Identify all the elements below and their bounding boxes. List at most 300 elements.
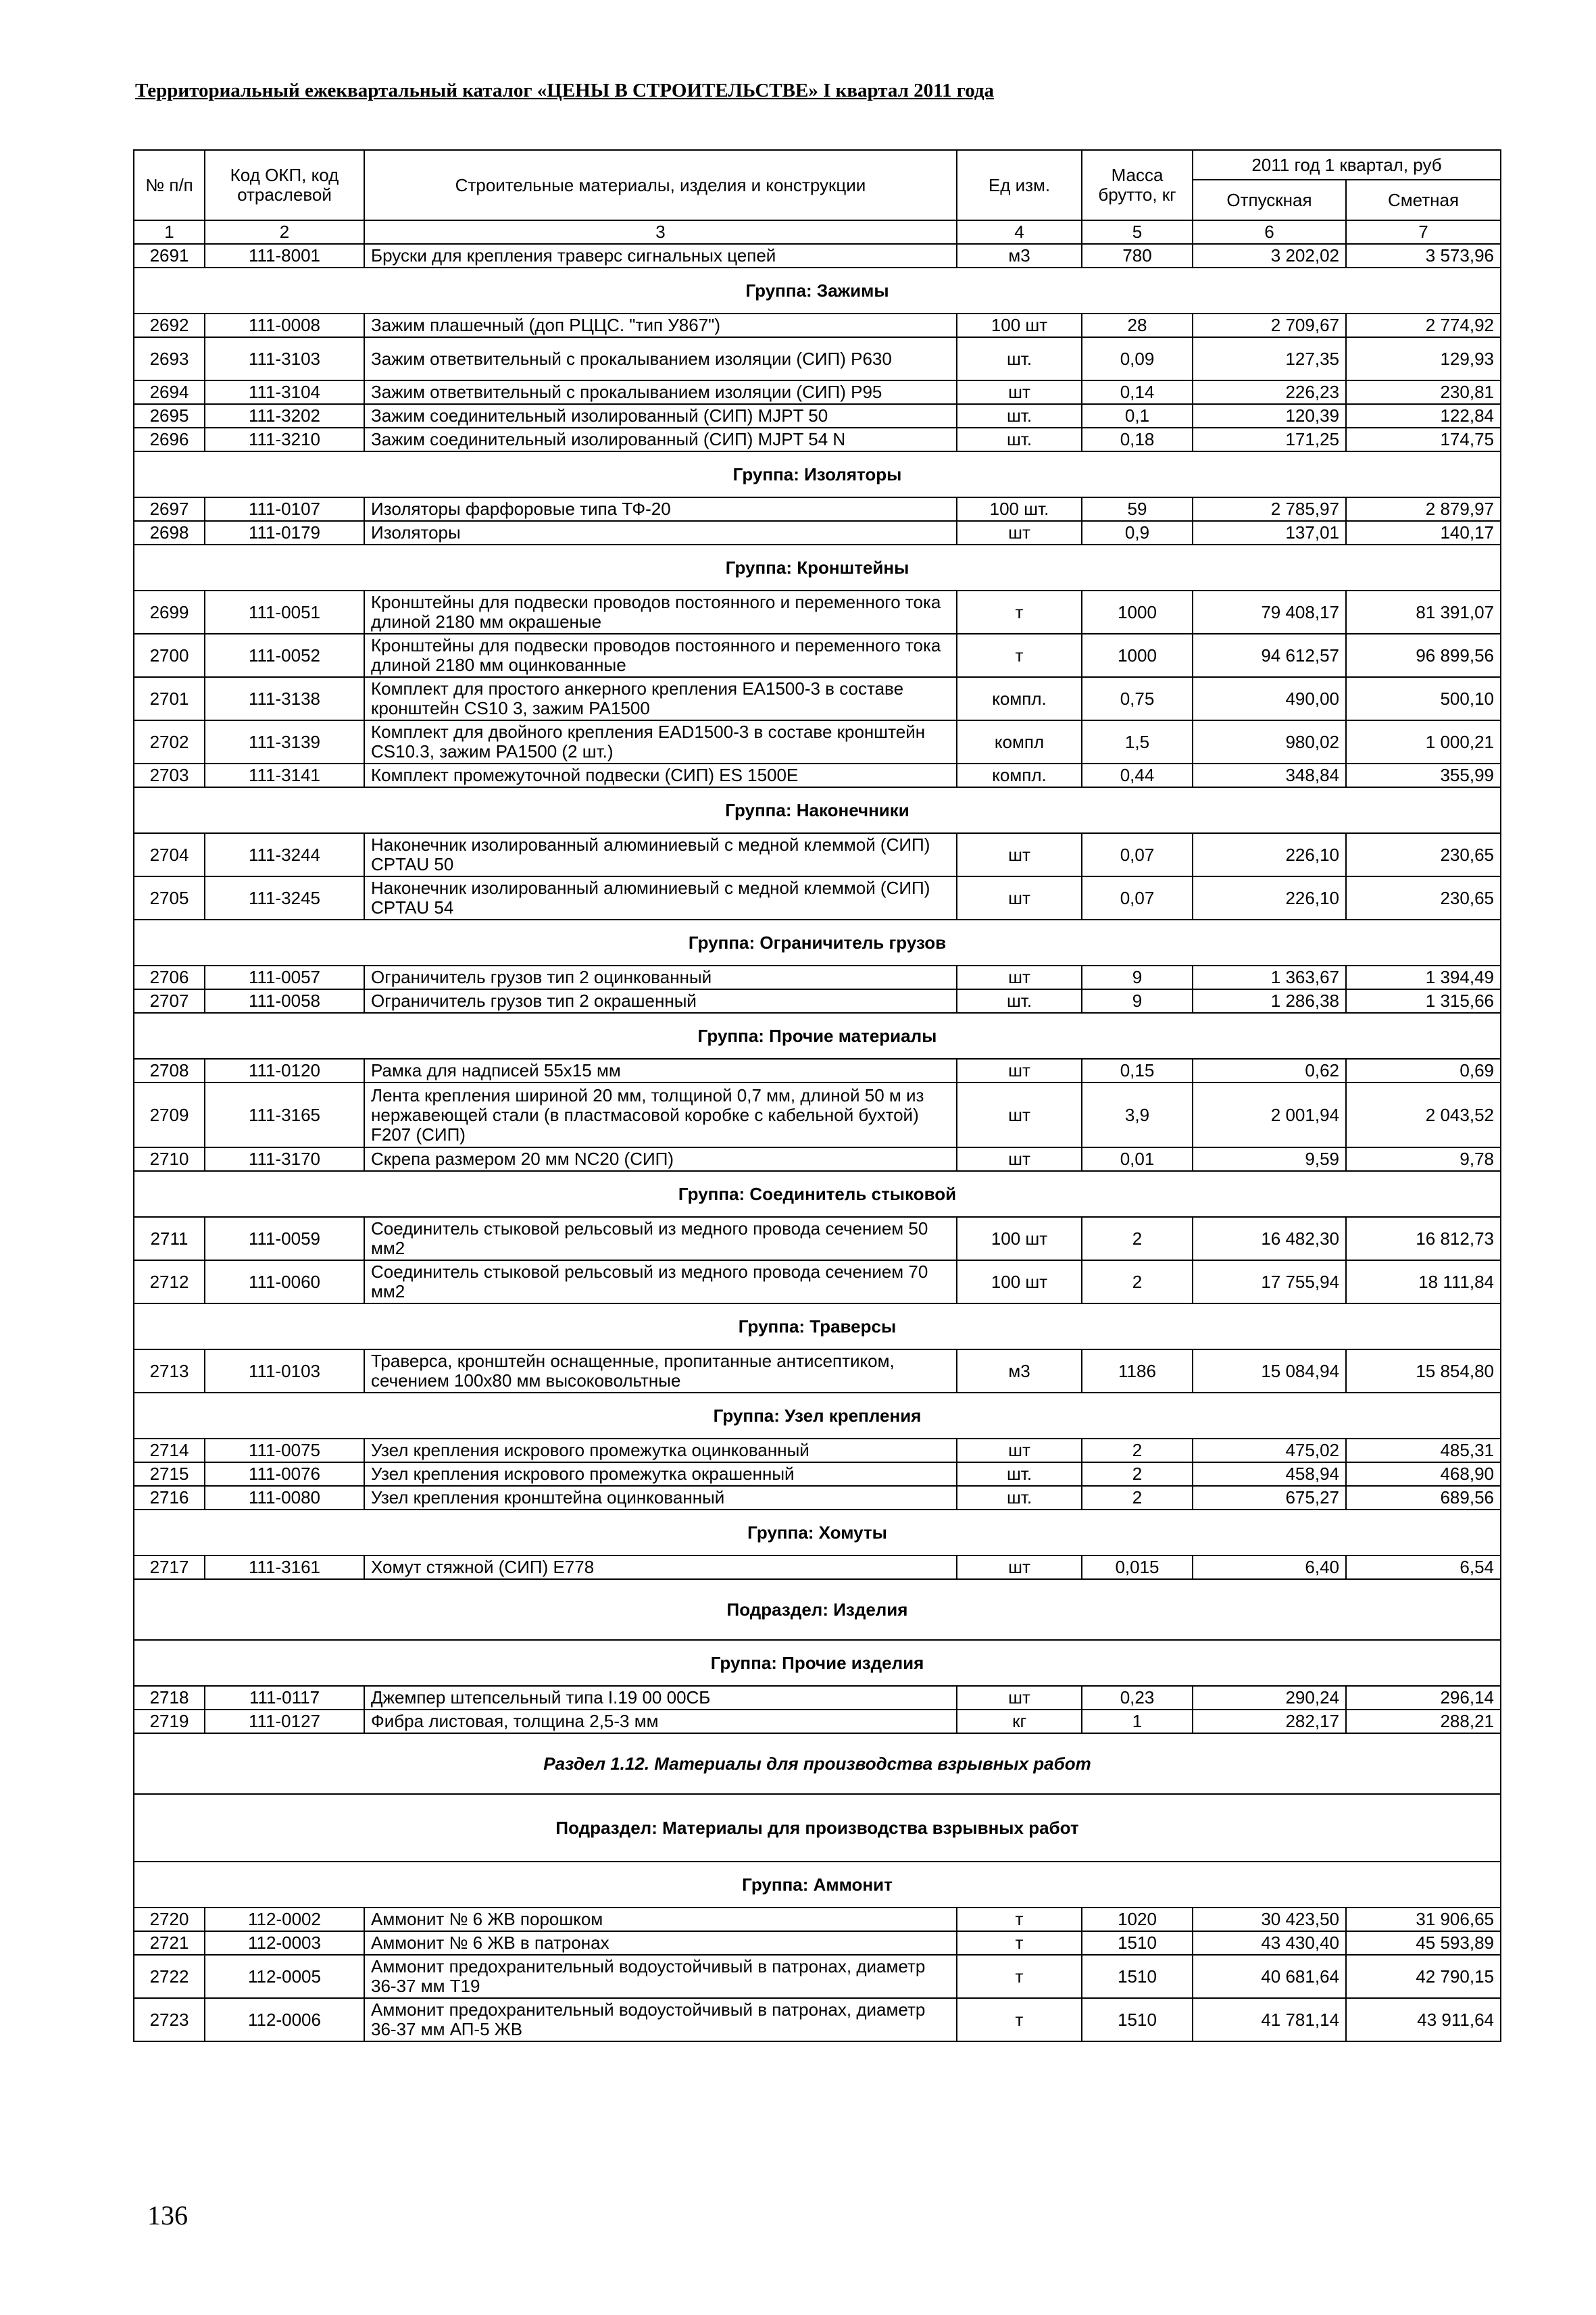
item-number: 2694: [134, 380, 205, 404]
item-number: 2721: [134, 1931, 205, 1955]
item-price-estimate: 140,17: [1346, 521, 1501, 545]
item-price-release: 2 709,67: [1193, 314, 1346, 337]
item-number: 2700: [134, 634, 205, 677]
item-name: Зажим ответвительный с прокалыванием изоляции (СИП) Р95: [364, 380, 957, 404]
table-row: [134, 314, 1501, 337]
group-heading: Группа: Прочие материалы: [134, 1013, 1501, 1059]
subsection-heading-row: [134, 1579, 1501, 1640]
item-number: 2698: [134, 521, 205, 545]
table-row: [134, 1217, 1501, 1260]
item-number: 2693: [134, 337, 205, 380]
group-heading: Группа: Траверсы: [134, 1303, 1501, 1349]
column-number: 5: [1082, 220, 1193, 244]
item-unit: шт: [957, 1082, 1082, 1147]
item-price-estimate: 1 394,49: [1346, 966, 1501, 989]
table-row: [134, 677, 1501, 720]
group-heading-row: [134, 1303, 1501, 1349]
group-heading-row: [134, 1640, 1501, 1686]
item-name: Изоляторы: [364, 521, 957, 545]
item-price-release: 15 084,94: [1193, 1349, 1346, 1393]
item-mass: 0,01: [1082, 1147, 1193, 1171]
item-name: Лента крепления шириной 20 мм, толщиной 0,7 мм, длиной 50 м из нержавеющей стали (в пластмасовой коробке с кабельной бухтой) F207 (СИП): [364, 1082, 957, 1147]
item-price-estimate: 0,69: [1346, 1059, 1501, 1082]
item-code: 112-0005: [205, 1955, 364, 1998]
item-code: 111-0051: [205, 591, 364, 634]
item-price-estimate: 122,84: [1346, 404, 1501, 428]
group-heading-row: [134, 1171, 1501, 1217]
item-price-release: 675,27: [1193, 1486, 1346, 1510]
item-code: 111-0057: [205, 966, 364, 989]
item-price-release: 3 202,02: [1193, 244, 1346, 268]
column-number: 4: [957, 220, 1082, 244]
item-mass: 0,9: [1082, 521, 1193, 545]
item-name: Кронштейны для подвески проводов постоянного и переменного тока длиной 2180 мм окрашеные: [364, 591, 957, 634]
group-heading-row: [134, 1510, 1501, 1555]
subsection-heading-row: [134, 1794, 1501, 1862]
table-row: [134, 1931, 1501, 1955]
item-price-estimate: 2 774,92: [1346, 314, 1501, 337]
item-mass: 1000: [1082, 591, 1193, 634]
item-number: 2707: [134, 989, 205, 1013]
subsection-heading: Подраздел: Материалы для производства взрывных работ: [134, 1794, 1501, 1862]
item-price-estimate: 129,93: [1346, 337, 1501, 380]
item-unit: шт: [957, 833, 1082, 876]
item-code: 111-8001: [205, 244, 364, 268]
item-unit: шт: [957, 1555, 1082, 1579]
item-mass: 780: [1082, 244, 1193, 268]
item-number: 2723: [134, 1998, 205, 2041]
item-name: Кронштейны для подвески проводов постоянного и переменного тока длиной 2180 мм оцинкованные: [364, 634, 957, 677]
item-unit: 100 шт: [957, 1217, 1082, 1260]
col-header-mass: Масса брутто, кг: [1082, 150, 1193, 220]
item-code: 111-0058: [205, 989, 364, 1013]
column-number: 3: [364, 220, 957, 244]
item-mass: 0,23: [1082, 1686, 1193, 1710]
item-name: Аммонит № 6 ЖВ порошком: [364, 1908, 957, 1931]
item-name: Аммонит № 6 ЖВ в патронах: [364, 1931, 957, 1955]
item-unit: шт: [957, 966, 1082, 989]
item-name: Соединитель стыковой рельсовый из медного провода сечением 50 мм2: [364, 1217, 957, 1260]
item-price-release: 127,35: [1193, 337, 1346, 380]
item-name: Бруски для крепления траверс сигнальных цепей: [364, 244, 957, 268]
column-number: 1: [134, 220, 205, 244]
item-unit: шт: [957, 1147, 1082, 1171]
item-price-release: 980,02: [1193, 720, 1346, 764]
item-number: 2704: [134, 833, 205, 876]
item-unit: шт: [957, 380, 1082, 404]
item-number: 2720: [134, 1908, 205, 1931]
item-price-estimate: 31 906,65: [1346, 1908, 1501, 1931]
item-price-release: 43 430,40: [1193, 1931, 1346, 1955]
item-name: Ограничитель грузов тип 2 оцинкованный: [364, 966, 957, 989]
item-code: 111-0103: [205, 1349, 364, 1393]
item-name: Траверса, кронштейн оснащенные, пропитанные антисептиком, сечением 100х80 мм высоковольтные: [364, 1349, 957, 1393]
item-mass: 9: [1082, 966, 1193, 989]
item-price-estimate: 43 911,64: [1346, 1998, 1501, 2041]
item-number: 2697: [134, 497, 205, 521]
item-number: 2703: [134, 764, 205, 787]
group-heading-row: [134, 1393, 1501, 1439]
item-mass: 0,44: [1082, 764, 1193, 787]
item-price-release: 475,02: [1193, 1439, 1346, 1462]
item-name: Соединитель стыковой рельсовый из медного провода сечением 70 мм2: [364, 1260, 957, 1303]
table-row: [134, 1908, 1501, 1931]
group-heading: Группа: Изоляторы: [134, 451, 1501, 497]
item-unit: т: [957, 1998, 1082, 2041]
item-name: Фибра листовая, толщина 2,5-3 мм: [364, 1710, 957, 1733]
item-unit: т: [957, 1908, 1082, 1931]
item-price-release: 79 408,17: [1193, 591, 1346, 634]
item-code: 111-0076: [205, 1462, 364, 1486]
group-heading: Группа: Хомуты: [134, 1510, 1501, 1555]
item-name: Наконечник изолированный алюминиевый с медной клеммой (СИП) CPTAU 54: [364, 876, 957, 920]
item-number: 2712: [134, 1260, 205, 1303]
item-unit: м3: [957, 244, 1082, 268]
item-number: 2702: [134, 720, 205, 764]
item-mass: 2: [1082, 1462, 1193, 1486]
item-name: Зажим соединительный изолированный (СИП) MJPT 54 N: [364, 428, 957, 451]
group-heading-row: [134, 545, 1501, 591]
group-heading: Группа: Прочие изделия: [134, 1640, 1501, 1686]
item-name: Скрепа размером 20 мм NC20 (СИП): [364, 1147, 957, 1171]
item-mass: 3,9: [1082, 1082, 1193, 1147]
item-name: Аммонит предохранительный водоустойчивый в патронах, диаметр 36-37 мм АП-5 ЖВ: [364, 1998, 957, 2041]
table-row: [134, 244, 1501, 268]
item-price-estimate: 296,14: [1346, 1686, 1501, 1710]
item-name: Узел крепления искрового промежутка окрашенный: [364, 1462, 957, 1486]
table-row: [134, 1260, 1501, 1303]
group-heading: Группа: Кронштейны: [134, 545, 1501, 591]
item-number: 2710: [134, 1147, 205, 1171]
item-number: 2706: [134, 966, 205, 989]
table-row: [134, 1439, 1501, 1462]
table-row: [134, 634, 1501, 677]
item-unit: т: [957, 1931, 1082, 1955]
item-name: Зажим соединительный изолированный (СИП) MJPT 50: [364, 404, 957, 428]
page-number: 136: [147, 2200, 188, 2231]
col-header-code: Код ОКП, код отраслевой: [205, 150, 364, 220]
item-unit: шт.: [957, 404, 1082, 428]
item-code: 111-0008: [205, 314, 364, 337]
item-price-estimate: 689,56: [1346, 1486, 1501, 1510]
item-price-release: 9,59: [1193, 1147, 1346, 1171]
item-code: 111-3103: [205, 337, 364, 380]
item-mass: 0,18: [1082, 428, 1193, 451]
item-price-release: 2 001,94: [1193, 1082, 1346, 1147]
group-heading: Группа: Зажимы: [134, 268, 1501, 314]
item-number: 2717: [134, 1555, 205, 1579]
item-price-estimate: 174,75: [1346, 428, 1501, 451]
table-row: [134, 1998, 1501, 2041]
item-code: 111-3165: [205, 1082, 364, 1147]
group-heading: Группа: Наконечники: [134, 787, 1501, 833]
item-unit: шт: [957, 1686, 1082, 1710]
item-price-release: 1 363,67: [1193, 966, 1346, 989]
table-header-row: [134, 150, 1501, 180]
item-name: Зажим ответвительный с прокалыванием изоляции (СИП) Р630: [364, 337, 957, 380]
item-price-estimate: 1 000,21: [1346, 720, 1501, 764]
item-unit: шт.: [957, 1486, 1082, 1510]
table-row: [134, 1082, 1501, 1147]
item-unit: компл.: [957, 764, 1082, 787]
item-mass: 1,5: [1082, 720, 1193, 764]
item-name: Рамка для надписей 55х15 мм: [364, 1059, 957, 1082]
item-number: 2711: [134, 1217, 205, 1260]
item-price-release: 348,84: [1193, 764, 1346, 787]
item-mass: 2: [1082, 1217, 1193, 1260]
item-mass: 1020: [1082, 1908, 1193, 1931]
item-name: Комплект для двойного крепления EAD1500-3 в составе кронштейн CS10.3, зажим PA1500 (2 шт.): [364, 720, 957, 764]
item-name: Узел крепления кронштейна оцинкованный: [364, 1486, 957, 1510]
item-unit: кг: [957, 1710, 1082, 1733]
item-mass: 9: [1082, 989, 1193, 1013]
item-code: 111-0052: [205, 634, 364, 677]
item-number: 2691: [134, 244, 205, 268]
col-header-unit: Ед изм.: [957, 150, 1082, 220]
item-price-estimate: 230,65: [1346, 833, 1501, 876]
column-number: 7: [1346, 220, 1501, 244]
col-header-price-release: Отпускная: [1193, 180, 1346, 220]
table-row: [134, 764, 1501, 787]
item-code: 112-0003: [205, 1931, 364, 1955]
item-price-release: 282,17: [1193, 1710, 1346, 1733]
item-unit: шт: [957, 876, 1082, 920]
item-number: 2719: [134, 1710, 205, 1733]
item-number: 2705: [134, 876, 205, 920]
item-price-estimate: 1 315,66: [1346, 989, 1501, 1013]
item-code: 111-0075: [205, 1439, 364, 1462]
item-price-release: 120,39: [1193, 404, 1346, 428]
item-price-release: 226,10: [1193, 876, 1346, 920]
item-price-estimate: 18 111,84: [1346, 1260, 1501, 1303]
item-unit: шт.: [957, 1462, 1082, 1486]
item-name: Изоляторы фарфоровые типа ТФ-20: [364, 497, 957, 521]
item-price-release: 137,01: [1193, 521, 1346, 545]
column-number-row: [134, 220, 1501, 244]
col-header-name: Строительные материалы, изделия и конструкции: [364, 150, 957, 220]
item-mass: 0,015: [1082, 1555, 1193, 1579]
item-price-release: 2 785,97: [1193, 497, 1346, 521]
item-unit: шт: [957, 521, 1082, 545]
item-mass: 0,14: [1082, 380, 1193, 404]
item-mass: 1510: [1082, 1931, 1193, 1955]
item-name: Джемпер штепсельный типа I.19 00 00СБ: [364, 1686, 957, 1710]
item-price-estimate: 15 854,80: [1346, 1349, 1501, 1393]
col-header-period: 2011 год 1 квартал, руб: [1193, 150, 1501, 180]
item-price-estimate: 3 573,96: [1346, 244, 1501, 268]
item-number: 2696: [134, 428, 205, 451]
group-heading-row: [134, 787, 1501, 833]
item-price-estimate: 468,90: [1346, 1462, 1501, 1486]
item-name: Комплект промежуточной подвески (СИП) ES 1500Е: [364, 764, 957, 787]
item-price-estimate: 2 043,52: [1346, 1082, 1501, 1147]
item-number: 2718: [134, 1686, 205, 1710]
column-number: 6: [1193, 220, 1346, 244]
item-code: 111-0117: [205, 1686, 364, 1710]
item-mass: 0,07: [1082, 876, 1193, 920]
item-unit: шт.: [957, 337, 1082, 380]
table-row: [134, 1686, 1501, 1710]
group-heading: Группа: Соединитель стыковой: [134, 1171, 1501, 1217]
column-number: 2: [205, 220, 364, 244]
item-price-estimate: 9,78: [1346, 1147, 1501, 1171]
item-name: Хомут стяжной (СИП) Е778: [364, 1555, 957, 1579]
item-mass: 2: [1082, 1439, 1193, 1462]
item-unit: компл.: [957, 677, 1082, 720]
item-code: 112-0002: [205, 1908, 364, 1931]
item-mass: 1: [1082, 1710, 1193, 1733]
item-mass: 59: [1082, 497, 1193, 521]
item-price-estimate: 485,31: [1346, 1439, 1501, 1462]
catalog-header: Территориальный ежеквартальный каталог «ЦЕНЫ В СТРОИТЕЛЬСТВЕ» I квартал 2011 года: [135, 80, 995, 101]
table-row: [134, 1486, 1501, 1510]
item-code: 111-3170: [205, 1147, 364, 1171]
item-price-estimate: 42 790,15: [1346, 1955, 1501, 1998]
item-number: 2714: [134, 1439, 205, 1462]
item-name: Аммонит предохранительный водоустойчивый в патронах, диаметр 36-37 мм Т19: [364, 1955, 957, 1998]
table-row: [134, 1059, 1501, 1082]
item-unit: шт: [957, 1059, 1082, 1082]
item-code: 112-0006: [205, 1998, 364, 2041]
table-row: [134, 1147, 1501, 1171]
item-mass: 1510: [1082, 1955, 1193, 1998]
item-code: 111-0059: [205, 1217, 364, 1260]
item-code: 111-3202: [205, 404, 364, 428]
item-price-release: 6,40: [1193, 1555, 1346, 1579]
item-price-estimate: 230,81: [1346, 380, 1501, 404]
group-heading-row: [134, 920, 1501, 966]
item-price-release: 16 482,30: [1193, 1217, 1346, 1260]
item-unit: м3: [957, 1349, 1082, 1393]
table-row: [134, 1955, 1501, 1998]
table-row: [134, 1349, 1501, 1393]
item-price-estimate: 45 593,89: [1346, 1931, 1501, 1955]
item-code: 111-0080: [205, 1486, 364, 1510]
table-row: [134, 720, 1501, 764]
subsection-heading: Подраздел: Изделия: [134, 1579, 1501, 1640]
item-price-estimate: 355,99: [1346, 764, 1501, 787]
item-code: 111-0060: [205, 1260, 364, 1303]
item-mass: 2: [1082, 1260, 1193, 1303]
group-heading-row: [134, 1013, 1501, 1059]
item-mass: 2: [1082, 1486, 1193, 1510]
group-heading: Группа: Ограничитель грузов: [134, 920, 1501, 966]
item-price-estimate: 500,10: [1346, 677, 1501, 720]
item-price-release: 1 286,38: [1193, 989, 1346, 1013]
item-number: 2715: [134, 1462, 205, 1486]
item-unit: 100 шт.: [957, 497, 1082, 521]
item-mass: 1510: [1082, 1998, 1193, 2041]
item-number: 2699: [134, 591, 205, 634]
item-price-release: 17 755,94: [1193, 1260, 1346, 1303]
item-mass: 0,15: [1082, 1059, 1193, 1082]
item-price-release: 458,94: [1193, 1462, 1346, 1486]
item-unit: т: [957, 1955, 1082, 1998]
item-name: Комплект для простого анкерного крепления ЕА1500-3 в составе кронштейн CS10 3, зажим PA1500: [364, 677, 957, 720]
item-price-release: 40 681,64: [1193, 1955, 1346, 1998]
table-row: [134, 337, 1501, 380]
item-price-release: 490,00: [1193, 677, 1346, 720]
table-row: [134, 1462, 1501, 1486]
table-row: [134, 989, 1501, 1013]
item-price-estimate: 230,65: [1346, 876, 1501, 920]
item-unit: т: [957, 634, 1082, 677]
item-code: 111-3210: [205, 428, 364, 451]
section-heading: Раздел 1.12. Материалы для производства взрывных работ: [134, 1733, 1501, 1794]
table-row: [134, 521, 1501, 545]
item-unit: шт.: [957, 428, 1082, 451]
item-code: 111-0179: [205, 521, 364, 545]
item-price-estimate: 288,21: [1346, 1710, 1501, 1733]
price-table: [133, 149, 1501, 2042]
item-code: 111-3138: [205, 677, 364, 720]
item-number: 2709: [134, 1082, 205, 1147]
item-unit: 100 шт: [957, 314, 1082, 337]
item-code: 111-3104: [205, 380, 364, 404]
item-name: Зажим плашечный (доп РЦЦС. "тип У867"): [364, 314, 957, 337]
item-code: 111-3244: [205, 833, 364, 876]
group-heading-row: [134, 451, 1501, 497]
item-mass: 28: [1082, 314, 1193, 337]
item-name: Наконечник изолированный алюминиевый с медной клеммой (СИП) CPTAU 50: [364, 833, 957, 876]
section-heading-row: [134, 1733, 1501, 1794]
item-price-release: 30 423,50: [1193, 1908, 1346, 1931]
group-heading-row: [134, 268, 1501, 314]
item-mass: 0,09: [1082, 337, 1193, 380]
item-name: Ограничитель грузов тип 2 окрашенный: [364, 989, 957, 1013]
item-number: 2708: [134, 1059, 205, 1082]
item-mass: 0,1: [1082, 404, 1193, 428]
item-unit: компл: [957, 720, 1082, 764]
table-row: [134, 591, 1501, 634]
item-unit: шт.: [957, 989, 1082, 1013]
item-mass: 1000: [1082, 634, 1193, 677]
item-number: 2722: [134, 1955, 205, 1998]
item-code: 111-0107: [205, 497, 364, 521]
col-header-num: № п/п: [134, 150, 205, 220]
item-unit: т: [957, 591, 1082, 634]
item-name: Узел крепления искрового промежутка оцинкованный: [364, 1439, 957, 1462]
item-mass: 0,07: [1082, 833, 1193, 876]
item-code: 111-0127: [205, 1710, 364, 1733]
table-row: [134, 1710, 1501, 1733]
item-code: 111-3139: [205, 720, 364, 764]
table-row: [134, 966, 1501, 989]
table-row: [134, 497, 1501, 521]
item-price-release: 0,62: [1193, 1059, 1346, 1082]
item-price-release: 226,23: [1193, 380, 1346, 404]
item-number: 2713: [134, 1349, 205, 1393]
item-mass: 1186: [1082, 1349, 1193, 1393]
group-heading: Группа: Узел крепления: [134, 1393, 1501, 1439]
item-price-release: 41 781,14: [1193, 1998, 1346, 2041]
item-number: 2716: [134, 1486, 205, 1510]
item-unit: 100 шт: [957, 1260, 1082, 1303]
item-mass: 0,75: [1082, 677, 1193, 720]
table-row: [134, 380, 1501, 404]
item-code: 111-0120: [205, 1059, 364, 1082]
table-row: [134, 833, 1501, 876]
item-number: 2692: [134, 314, 205, 337]
item-price-estimate: 2 879,97: [1346, 497, 1501, 521]
table-row: [134, 1555, 1501, 1579]
item-number: 2695: [134, 404, 205, 428]
item-number: 2701: [134, 677, 205, 720]
item-price-estimate: 6,54: [1346, 1555, 1501, 1579]
item-price-estimate: 81 391,07: [1346, 591, 1501, 634]
item-code: 111-3141: [205, 764, 364, 787]
item-price-release: 226,10: [1193, 833, 1346, 876]
